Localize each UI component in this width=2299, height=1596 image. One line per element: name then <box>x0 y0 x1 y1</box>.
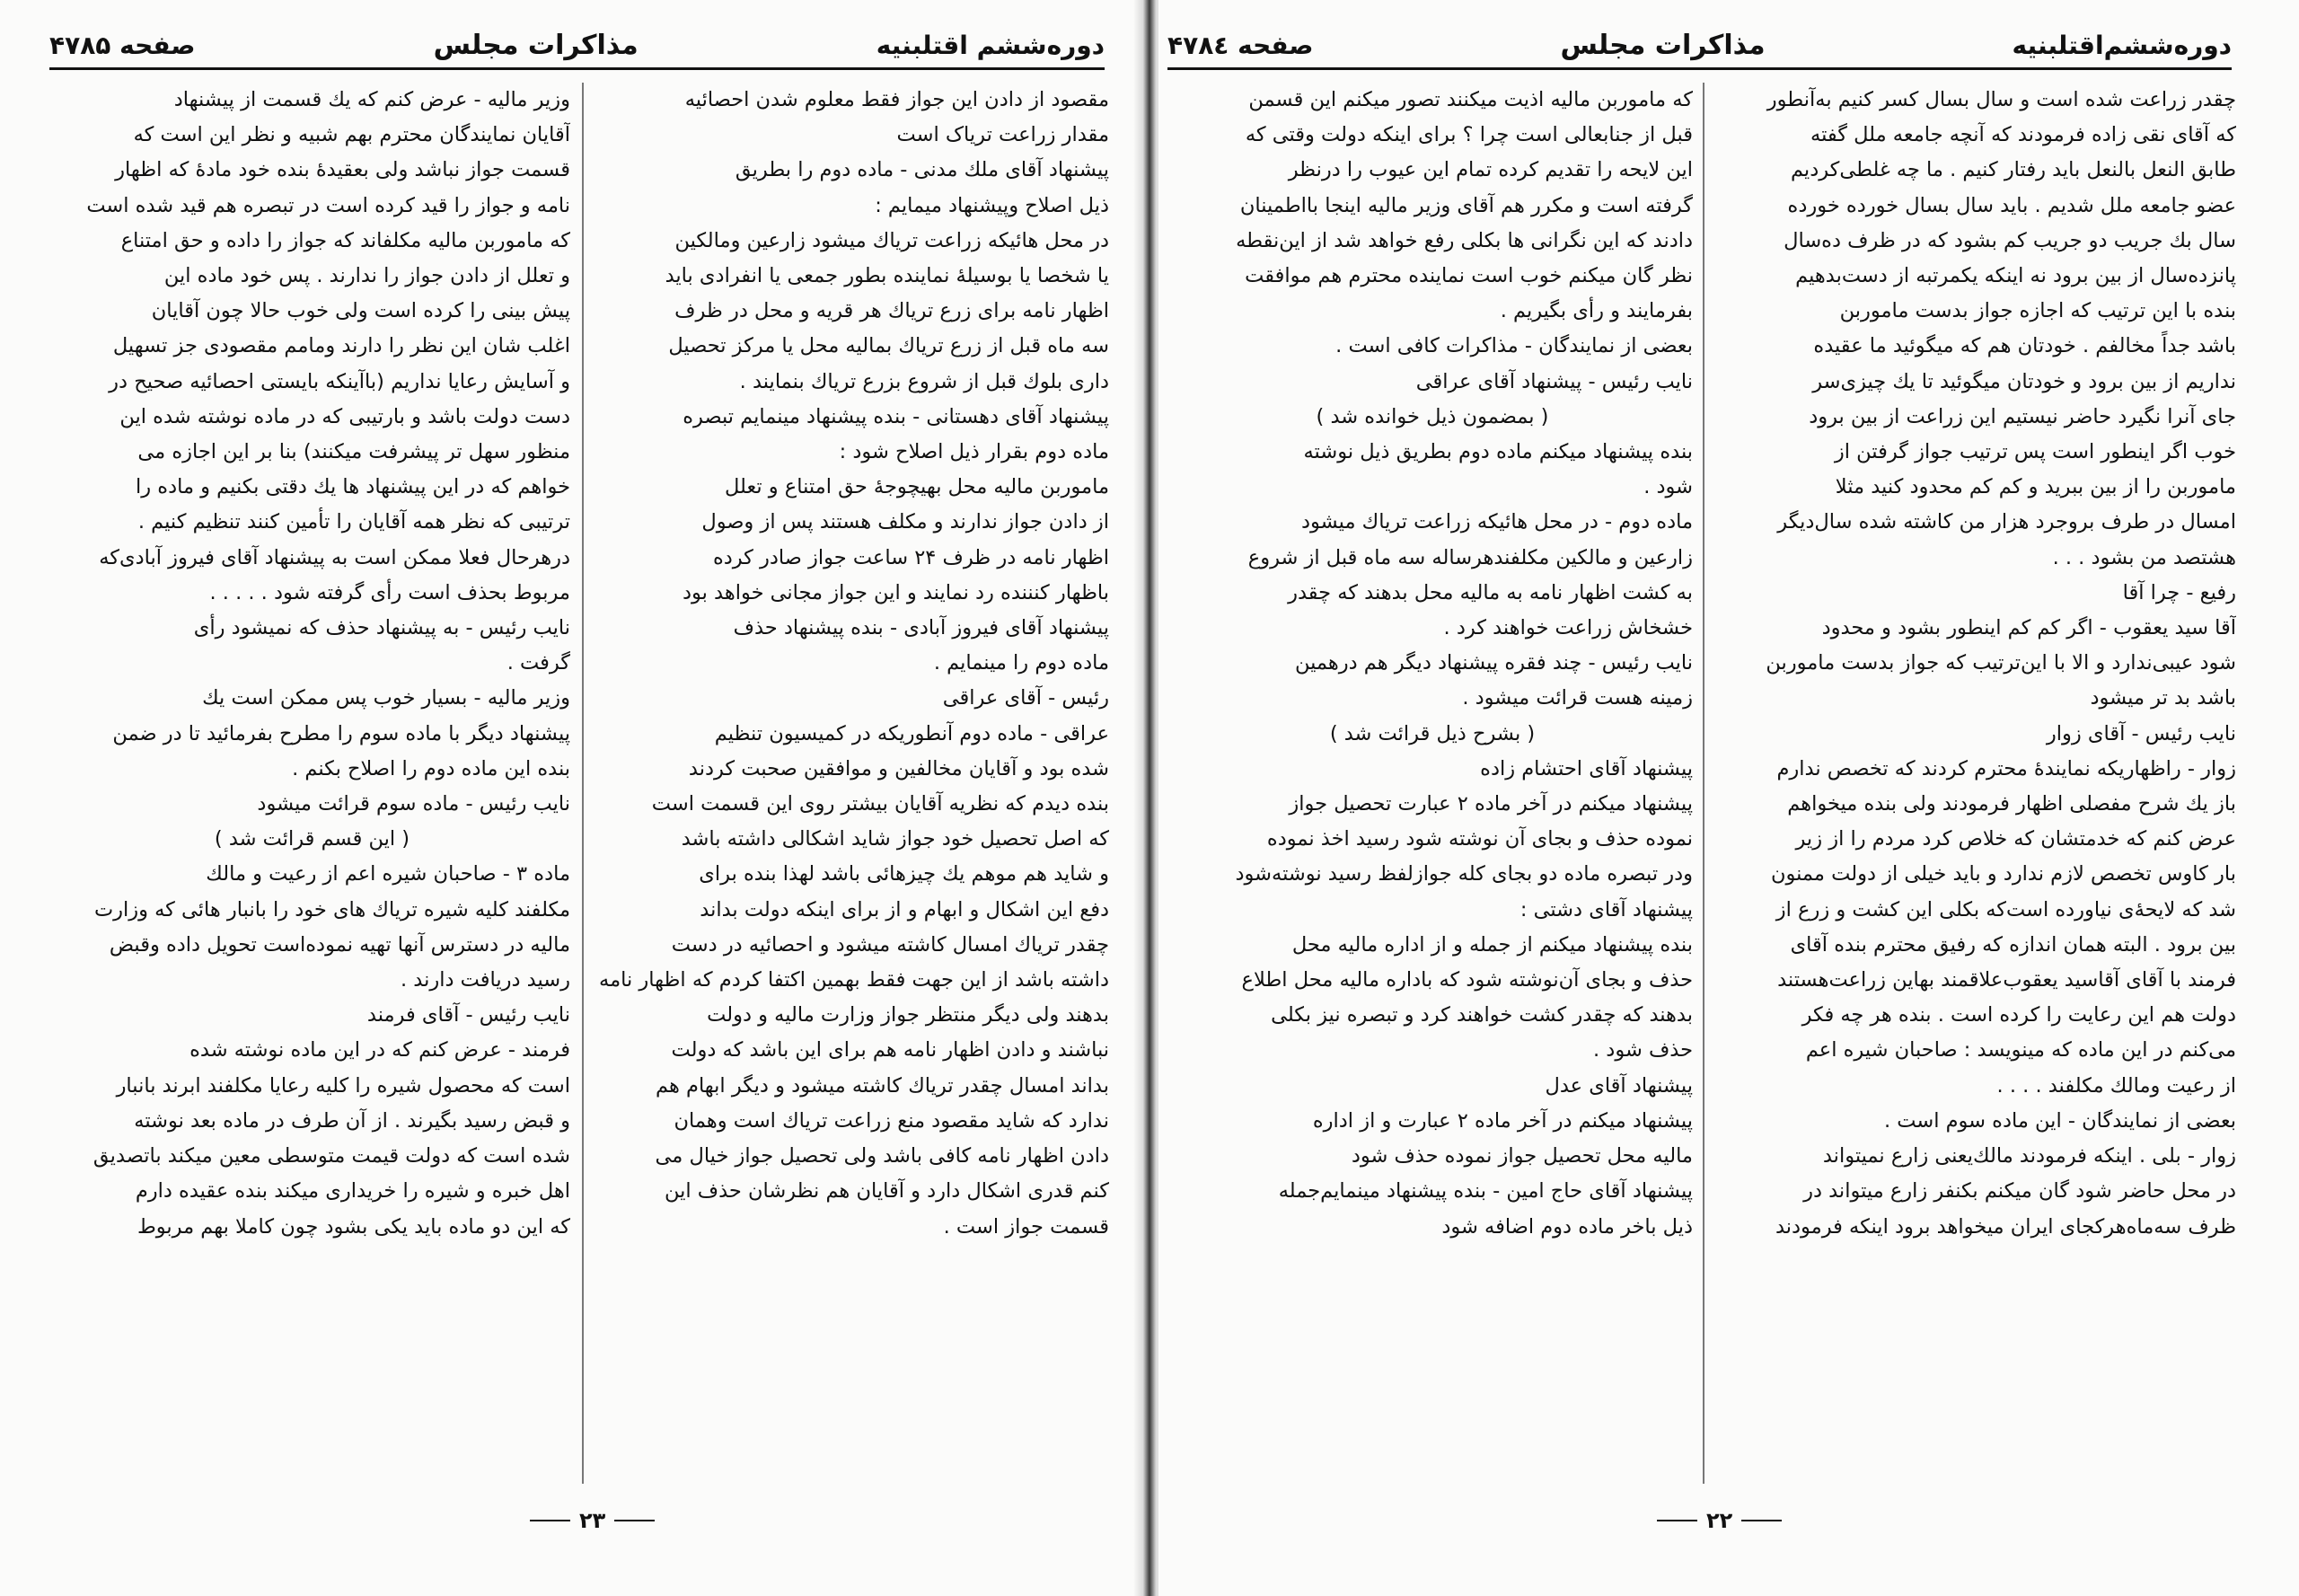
text-line: پیشنهاد آقای دهستانی - بنده پیشنهاد مینمایم تبصره <box>683 404 1109 428</box>
page-label: صفحه ۴۷۸۵ <box>49 30 196 60</box>
session-label: دوره‌ششم اقتلبنیه <box>876 30 1105 60</box>
text-line: نایب رئیس - به پیشنهاد حذف که نمیشود رأی <box>193 616 570 640</box>
text-line: در محل حاضر شود گان میکنم بکنفر زارع میتواند در <box>1803 1179 2236 1204</box>
text-line: نامه و جواز را قید کرده است در تبصره هم قید شده است <box>86 193 570 217</box>
text-line: بنده پیشنهاد میکنم از جمله و از اداره مالیه محل <box>1291 932 1693 957</box>
page-title: مذاکرات مجلس <box>433 29 639 61</box>
text-line: زارعین و مالکین مکلفندهرساله سه ماه قبل از شروع <box>1247 545 1693 569</box>
text-line: بنده این ماده دوم را اصلاح بکنم . <box>292 756 570 780</box>
text-line: حذف شود . <box>1593 1038 1693 1063</box>
text-line: پیشنهاد آقای فیروز آبادی - بنده پیشنهاد حذف <box>733 616 1109 640</box>
text-line: خشخاش زراعت خواهند کرد . <box>1443 616 1693 640</box>
text-line: آقا سید یعقوب - اگر کم کم اینطور بشود و محدود <box>1821 616 2236 640</box>
text-line: نموده حذف و بجای آن نوشته شود رسید اخذ نموده <box>1266 827 1693 851</box>
text-line: باشد بد تر میشود <box>2090 686 2236 710</box>
text-line: پیشنهاد آقای ملك مدنی - ماده دوم را بطریق <box>735 158 1109 182</box>
text-line: خوب اگر اینطور است پس ترتیب جواز گرفتن از <box>1834 440 2236 464</box>
text-line: دادند که این نگرانی ها بکلی رفع خواهد شد از این‌نقطه <box>1236 228 1693 252</box>
text-line: یا شخصا یا بوسیلهٔ نماینده بطور جمعی یا انفرادی باید <box>665 264 1109 288</box>
text-line: بار کاوس تخصص لازم ندارد و باید خیلی از دولت ممنون <box>1770 862 2236 886</box>
text-line: عضو جامعه ملل شدیم . باید سال بسال خورده خورده <box>1787 193 2236 217</box>
header-rule <box>1167 67 2232 70</box>
text-line: است که محصول شیره را کلیه رعایا مکلفند ابرند بانبار <box>116 1073 570 1098</box>
text-line: ندارد که شاید مقصود منع زراعت تریاك است وهمان <box>674 1108 1109 1133</box>
text-line: گرفت . <box>506 651 570 675</box>
text-line: نظر گان میکنم خوب است نماینده محترم هم موافقت <box>1245 264 1693 288</box>
text-line: بفرمایند و رأی بگیریم . <box>1500 299 1693 323</box>
text-line: و شاید هم موهم یك چیزهائی باشد لهذا بنده برای <box>699 862 1109 886</box>
page-label: صفحه ۴۷۸٤ <box>1167 30 1314 60</box>
text-line: ماده دوم - در محل هائیکه زراعت تریاك میشود <box>1300 510 1693 534</box>
text-line: ظرف سه‌ماه‌هر‌کجای ایران میخواهد برود اینکه فرمودند <box>1775 1214 2236 1239</box>
text-line: فرمند - عرض کنم که در این ماده نوشته شده <box>189 1038 570 1063</box>
text-line: ( بشرح ذیل قرائت شد ) <box>1329 721 1536 745</box>
text-line: نداریم از بین برود و خودتان میگوئید تا یك چیزی‌سر <box>1812 369 2236 393</box>
text-line: ذیل اصلاح وپیشنهاد میمایم : <box>875 193 1109 217</box>
text-line: درهرحال فعلا ممکن است به پیشنهاد آقای فیروز آبادی‌که <box>99 545 570 569</box>
text-line: عرض کنم که خدمتشان که خلاص کرد مردم را از زیر <box>1795 827 2236 851</box>
text-line: که این دو ماده باید یکی بشود چون کاملا بهم مربوط <box>137 1214 570 1239</box>
text-line: جای آنرا نگیرد حاضر نیستیم این زراعت از بین برود <box>1809 404 2236 428</box>
column-divider <box>582 83 584 1484</box>
text-line: در محل هائیکه زراعت تریاك میشود زارعین ومالکین <box>674 228 1109 252</box>
text-line: پیشنهاد میکنم در آخر ماده ۲ عبارت و از اداره <box>1312 1108 1693 1133</box>
text-line: ( بمضمون ذیل خوانده شد ) <box>1316 404 1549 428</box>
text-line: حذف و بجای آن‌نوشته شود که باداره مالیه محل اطلاع <box>1241 968 1693 992</box>
text-line: چقدر تریاك امسال کاشته میشود و احصائیه در دست <box>671 932 1109 957</box>
text-line: از رعیت ومالك مکلفند . . . . <box>1996 1073 2236 1098</box>
text-line: هشتصد من بشود . . . <box>2052 545 2236 569</box>
text-line: دست دولت باشد و بارتیبی که در ماده نوشته شده این <box>119 404 570 428</box>
text-line: دادن اظهار نامه کافی باشد ولی تحصیل جواز خیال می <box>655 1144 1109 1168</box>
text-line: که ماموربن مالیه مکلفاند که جواز را داده و حق امتناع <box>120 228 570 252</box>
right-page <box>1158 0 2299 1596</box>
text-line: می‌کنم در این ماده که مینویسد : صاحبان شیره اعم <box>1805 1038 2236 1063</box>
text-line: رفیع - چرا آقا <box>2122 580 2236 604</box>
text-line: فرمند با آقای آقاسید یعقوب‌علاقمند بهاین زراعت‌هستند <box>1777 968 2236 992</box>
text-line: و تعلل از دادن جواز را ندارند . پس خود ماده این <box>163 264 570 288</box>
text-line: مقدار زراعت تریاک است <box>896 123 1109 147</box>
text-line: شد که لایحهٔ‌ی نیاورده است‌که بکلی این کشت و زرع از <box>1775 897 2236 921</box>
text-line: باظهار کنننده رد نمایند و این جواز مجانی خواهد بود <box>682 580 1109 604</box>
text-line: ماده ۳ - صاحبان شیره اعم از رعیت و مالك <box>206 862 570 886</box>
page-number: ۲۳ <box>579 1508 606 1533</box>
text-line: نایب رئیس - آقای زوار <box>2046 721 2236 745</box>
text-line: ماموربن را از بین ببرید و کم کم محدود کنید مثلا <box>1835 475 2236 499</box>
text-line: گرفته است و مکرر هم آقای وزیر مالیه اینجا بااطمینان <box>1239 193 1693 217</box>
text-line: اظهار نامه برای زرع تریاك هر قریه و محل در ظرف <box>674 299 1109 323</box>
text-line: داری بلوك قبل از شروع بزرع تریاك بنمایند . <box>739 369 1109 393</box>
text-line: سه ماه قبل از زرع تریاك بمالیه محل یا مرکز تحصیل <box>668 334 1109 358</box>
text-line: پیشنهاد آقای دشتی : <box>1519 897 1693 921</box>
text-line: داشته باشد از این جهت فقط بهمین اکتفا کردم که اظهار نامه <box>599 968 1109 992</box>
text-line: قسمت جواز نباشد ولی بعقیدهٔ بنده خود مادهٔ که اظهار <box>115 158 570 182</box>
text-line: پانزده‌سال از بین برود نه اینکه یکمرتبه از دست‌بدهیم <box>1795 264 2236 288</box>
text-line: نایب رئیس - پیشنهاد آقای عراقی <box>1415 369 1693 393</box>
text-line: که اصل تحصیل خود جواز شاید اشکالی داشته باشد <box>681 827 1109 851</box>
text-line: نایب رئیس - ماده سوم قرائت میشود <box>257 792 570 816</box>
text-line: قبل از جنابعالی است چرا ؟ برای اینکه دولت وقتی که <box>1245 123 1693 147</box>
text-line: طابق النعل بالنعل باید رفتار کنیم . ما چه غلطی‌کردیم <box>1790 158 2236 182</box>
text-line: زمینه هست قرائت میشود . <box>1462 686 1693 710</box>
text-line: شده است که دولت قیمت متوسطی معین میکند باتصدیق <box>92 1144 570 1168</box>
text-line: رسید دریافت دارند . <box>401 968 570 992</box>
text-line: مالیه محل تحصیل جواز نموده حذف شود <box>1351 1144 1693 1168</box>
text-line: بدهند ولی دیگر منتظر جواز وزارت مالیه و دولت <box>707 1003 1109 1027</box>
text-line: کنم قدری اشکال دارد و آقایان هم نظرشان حذف این <box>664 1179 1109 1204</box>
text-line: پیش بینی را کرده است ولی خوب حالا چون آقایان <box>151 299 570 323</box>
text-column-right <box>593 83 1109 1484</box>
text-line: بنده پیشنهاد میکنم ماده دوم بطریق ذیل نوشته <box>1303 440 1693 464</box>
text-line: زوار - بلی . اینکه فرمودند مالك‌یعنی زارع نمیتواند <box>1822 1144 2236 1168</box>
text-line: چقدر زراعت شده است و سال بسال کسر کنیم به‌آنطور <box>1766 88 2236 111</box>
page-number: ۲۲ <box>1706 1508 1733 1533</box>
text-line: امسال در طرف بروجرد هزار من کاشته شده سال‌دیگر <box>1777 510 2236 534</box>
text-line: اهل خبره و شیره را خریداری میکند بنده عقیده دارم <box>135 1179 570 1204</box>
text-line: شود . <box>1643 475 1693 499</box>
text-line: بنده با این ترتیب که اجازه جواز بدست ماموربن <box>1839 299 2236 323</box>
text-line: پیشنهاد میکنم در آخر ماده ۲ عبارت تحصیل جواز <box>1289 792 1693 816</box>
text-line: باز یك شرح مفصلی اظهار فرمودند ولی بنده میخواهم <box>1787 792 2236 816</box>
text-line: و قبض رسید بگیرند . از آن طرف در ماده بعد نوشته <box>134 1108 570 1133</box>
text-line: پیشنهاد آقای احتشام زاده <box>1480 756 1693 780</box>
text-line: و آسایش رعایا نداریم (باآینکه بایستی احصائیه صحیح در <box>109 369 570 393</box>
text-line: پیشنهاد دیگر با ماده سوم را مطرح بفرمائید تا در ضمن <box>112 721 570 745</box>
text-line: آقایان نمایندگان محترم بهم شبیه و نظر این است که <box>133 123 570 147</box>
text-line: مقصود از دادن این جواز فقط معلوم شدن احصائیه <box>684 88 1109 111</box>
text-line: ماده دوم را مینمایم . <box>933 651 1109 675</box>
text-line: وزیر مالیه - بسیار خوب پس ممکن است یك <box>202 686 570 710</box>
text-line: بعضی از نمایندگان - این ماده سوم است . <box>1883 1108 2236 1133</box>
text-line: باشد جداً مخالفم . خودتان هم که میگوئید ما عقیده <box>1813 334 2236 358</box>
text-line: رئیس - آقای عراقی <box>942 686 1109 710</box>
text-line: وزیر مالیه - عرض کنم که یك قسمت از پیشنهاد <box>173 88 570 111</box>
text-line: ترتیبی که نظر همه آقایان را تأمین کنند تنظیم کنیم . <box>137 510 570 534</box>
text-line: سال بك جریب دو جریب کم بشود که در ظرف ده‌سال <box>1784 228 2236 252</box>
text-line: ودر تبصره ماده دو بجای کله جوازلفظ رسید نوشته‌شود <box>1235 862 1693 886</box>
text-line: بعضی از نمایندگان - مذاکرات کافی است . <box>1335 334 1693 358</box>
column-divider <box>1703 83 1704 1484</box>
text-line: اغلب شان این نظر را دارند ومامم مقصودی جز تسهیل <box>112 334 570 358</box>
text-line: نباشند و دادن اظهار نامه هم برای این باشد که دولت <box>671 1038 1109 1063</box>
text-line: دولت هم این رعایت را کرده است . بنده هر چه فکر <box>1801 1003 2236 1027</box>
left-page <box>0 0 1142 1596</box>
text-line: پیشنهاد آقای عدل <box>1545 1073 1693 1098</box>
page-footer <box>1657 1507 1782 1534</box>
text-line: بدهند که چقدر کشت خواهند کرد و تبصره نیز بکلی <box>1271 1003 1693 1027</box>
text-line: مکلفند کلیه شیره تریاك های خود را بانبار هائی که وزارت <box>93 897 570 921</box>
text-line: مالیه در دسترس آنها تهیه نموده‌است تحویل داده وقبض <box>109 932 570 957</box>
header-rule <box>49 67 1105 70</box>
text-line: که آقای نقی زاده فرمودند که آنچه جامعه ملل گفته <box>1810 123 2236 147</box>
text-line: شده بود و آقایان مخالفین و موافقین صحبت کردند <box>688 756 1109 780</box>
text-line: ماموربن مالیه محل بهیچوجهٔ حق امتناع و تعلل <box>725 475 1109 499</box>
text-line: خواهم که در این پیشنهاد ها یك دقتی بکنیم و ماده را <box>136 475 570 499</box>
text-line: دفع این اشکال و ابهام و از برای اینکه دولت بداند <box>700 897 1109 921</box>
text-line: نایب رئیس - آقای فرمند <box>366 1003 570 1027</box>
text-line: قسمت جواز است . <box>943 1214 1109 1239</box>
text-line: عراقی - ماده دوم آنطوریکه در کمیسیون تنظیم <box>714 721 1109 745</box>
text-line: به کشت اظهار نامه به مالیه محل بدهند که چقدر <box>1288 580 1693 604</box>
session-label: دوره‌ششم‌اقتلبنیه <box>2012 30 2232 60</box>
text-line: بداند امسال چقدر تریاك کاشته میشود و دیگر ابهام هم <box>656 1073 1109 1098</box>
text-line: بنده دیدم که نظریه آقایان بیشتر روی این قسمت است <box>651 792 1109 816</box>
right-page-header <box>1167 25 2232 65</box>
text-line: این لایحه را تقدیم کرده تمام این عیوب را درنظر <box>1288 158 1693 182</box>
text-column-right <box>1715 83 2236 1484</box>
text-line: زوار - راظهاریکه نمایندهٔ محترم کردند که تخصص ندارم <box>1776 756 2236 780</box>
text-column-left <box>1172 83 1693 1484</box>
text-line: از دادن جواز ندارند و مکلف هستند پس از وصول <box>701 510 1109 534</box>
text-line: شود عیبی‌ندارد و الا با این‌ترتیب که جواز بدست ماموربن <box>1766 651 2236 675</box>
page-title: مذاکرات مجلس <box>1560 29 1766 61</box>
text-line: ( این قسم قرائت شد ) <box>214 827 410 851</box>
text-line: اظهار نامه در ظرف ۲۴ ساعت جواز صادر کرده <box>712 545 1109 569</box>
page-footer <box>530 1507 655 1534</box>
text-line: پیشنهاد آقای حاج امین - بنده پیشنهاد مینمایم‌جمله <box>1278 1179 1693 1204</box>
text-line: مربوط بحذف است رأی گرفته شود . . . . . <box>209 580 570 604</box>
text-line: منظور سهل تر پیشرفت میکنند) بنا بر این اجازه می <box>137 440 570 464</box>
text-line: ماده دوم بقرار ذیل اصلاح شود : <box>839 440 1109 464</box>
text-line: نایب رئیس - چند فقره پیشنهاد دیگر هم درهمین <box>1294 651 1693 675</box>
text-line: ذیل باخر ماده دوم اضافه شود <box>1441 1214 1693 1239</box>
text-line: که ماموربن مالیه اذیت میکنند تصور میکنم این قسمن <box>1248 88 1693 111</box>
left-page-header <box>49 25 1105 65</box>
text-line: بین برود . البته همان اندازه که رفیق محترم بنده آقای <box>1790 932 2236 957</box>
text-column-left <box>54 83 570 1484</box>
